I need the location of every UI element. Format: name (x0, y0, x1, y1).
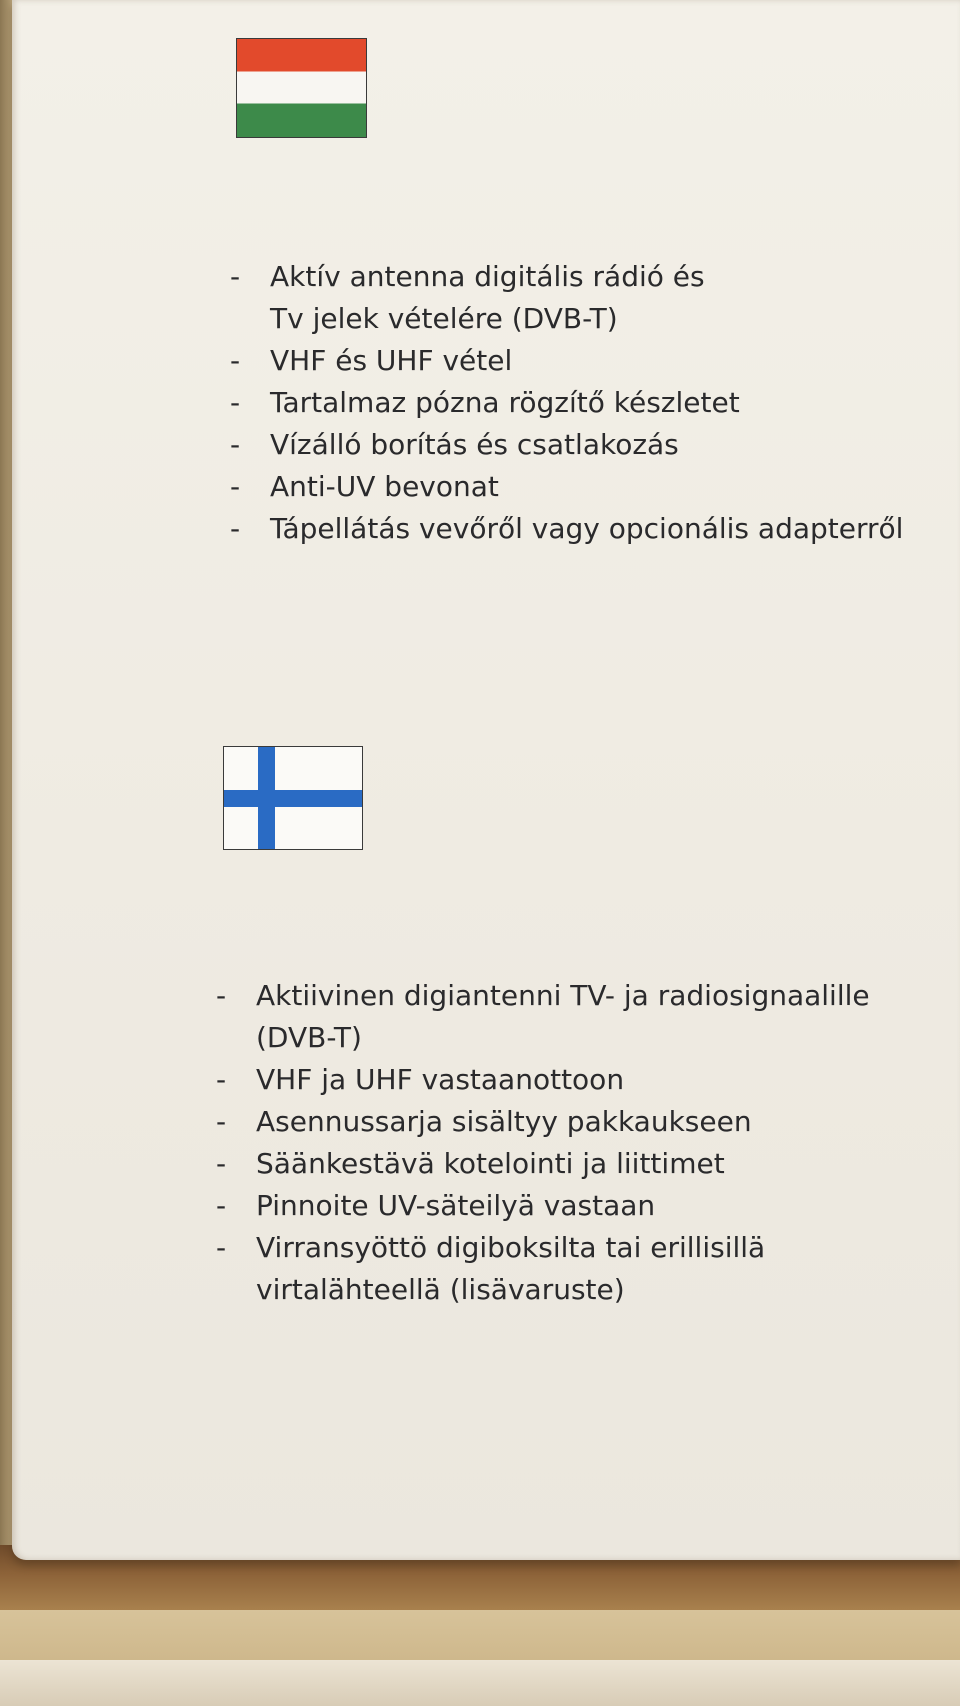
feature-text: Anti-UV bevonat (270, 470, 499, 503)
list-item (230, 256, 950, 340)
bullet-dash: - (216, 1105, 227, 1138)
feature-text: Asennussarja sisältyy pakkaukseen (256, 1105, 752, 1138)
list-item (230, 424, 950, 466)
bullet-dash: - (230, 428, 241, 461)
feature-text: Vízálló borítás és csatlakozás (270, 428, 679, 461)
feature-text: Säänkestävä kotelointi ja liittimet (256, 1147, 725, 1180)
list-item (216, 975, 936, 1059)
product-box-panel (12, 0, 960, 1560)
list-item (216, 1101, 936, 1143)
list-item (216, 1059, 936, 1101)
bullet-dash: - (216, 979, 227, 1012)
bullet-dash: - (216, 1147, 227, 1180)
bullet-dash: - (216, 1189, 227, 1222)
list-item (230, 508, 950, 550)
feature-text: Virransyöttö digiboksilta tai erillisillä virtalähteellä (lisävaruste) (256, 1231, 766, 1306)
bullet-dash: - (230, 470, 241, 503)
list-item (230, 340, 950, 382)
hungarian-feature-list (230, 256, 950, 550)
bullet-dash: - (230, 512, 241, 545)
list-item (216, 1227, 936, 1311)
feature-text: Pinnoite UV-säteilyä vastaan (256, 1189, 656, 1222)
box-floor-edge (0, 1660, 960, 1706)
finland-flag-icon (223, 746, 363, 850)
list-item (216, 1143, 936, 1185)
bullet-dash: - (216, 1231, 227, 1264)
feature-text: Aktív antenna digitális rádió és Tv jelek vételére (DVB-T) (270, 260, 705, 335)
list-item (230, 466, 950, 508)
list-item (230, 382, 950, 424)
bullet-dash: - (230, 386, 241, 419)
feature-text: VHF és UHF vétel (270, 344, 513, 377)
feature-text: Tápellátás vevőről vagy opcionális adapterről (270, 512, 904, 545)
feature-text: Aktiivinen digiantenni TV- ja radiosignaalille (DVB-T) (256, 979, 870, 1054)
feature-text: Tartalmaz pózna rögzítő készletet (270, 386, 740, 419)
hungary-flag-icon (236, 38, 367, 138)
flag-cross-horizontal (224, 790, 362, 807)
bullet-dash: - (216, 1063, 227, 1096)
list-item (216, 1185, 936, 1227)
feature-text: VHF ja UHF vastaanottoon (256, 1063, 625, 1096)
finnish-feature-list (216, 975, 936, 1311)
bullet-dash: - (230, 344, 241, 377)
bullet-dash: - (230, 260, 241, 293)
